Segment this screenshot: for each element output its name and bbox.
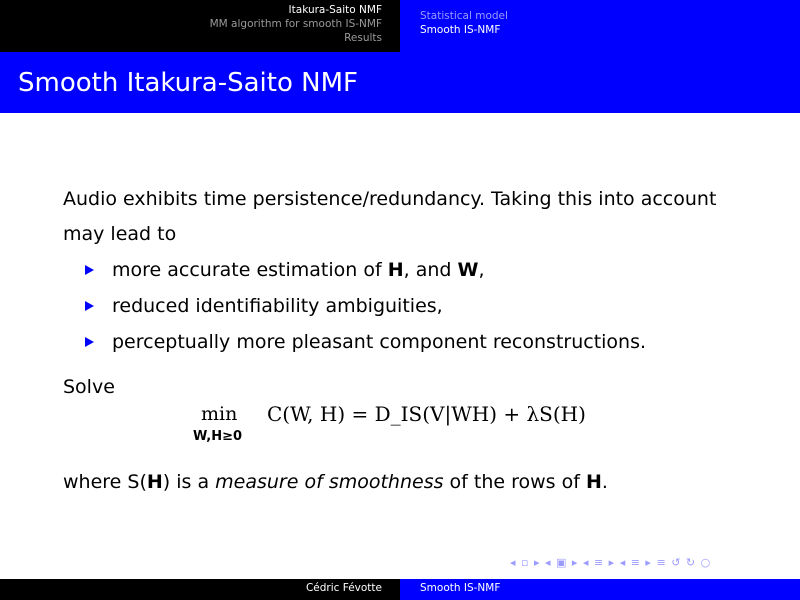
section-nav xyxy=(0,0,400,52)
beamer-navigation xyxy=(510,556,711,569)
nav-section-icon[interactable]: ◂ ≡ ▸ xyxy=(582,556,616,569)
footer-short-title: Smooth IS-NMF xyxy=(420,582,501,594)
slide-title: Smooth Itakura-Saito NMF xyxy=(18,68,358,98)
title-bar xyxy=(0,52,800,113)
list-item: reduced identifiability ambiguities, xyxy=(85,288,763,324)
list-item: perceptually more pleasant component reconstructions. xyxy=(85,324,763,360)
bullet-list xyxy=(63,252,763,360)
nav-section-results[interactable]: Results xyxy=(344,32,382,44)
nav-subsection-smooth-is-nmf[interactable]: Smooth IS-NMF xyxy=(420,24,501,36)
footer xyxy=(0,579,800,600)
where-text: where S(H) is a measure of smoothness of the rows of H. xyxy=(63,471,608,493)
nav-section-itakura-saito[interactable]: Itakura-Saito NMF xyxy=(288,4,382,16)
list-item: more accurate estimation of H, and W, xyxy=(85,252,763,288)
subsection-nav xyxy=(400,0,800,52)
nav-subsection-icon[interactable]: ◂ ▣ ▸ xyxy=(545,556,579,569)
equation-constraint: W,H≥0 xyxy=(193,429,243,444)
bullet-triangle-icon xyxy=(85,265,94,275)
nav-subsection-statistical-model[interactable]: Statistical model xyxy=(420,10,508,22)
slide-body xyxy=(63,182,763,500)
objective-equation xyxy=(193,402,763,465)
bullet-triangle-icon xyxy=(85,337,94,347)
nav-appendix-icon[interactable]: ≡ xyxy=(656,556,667,569)
solve-label: Solve xyxy=(63,376,115,398)
bullet-triangle-icon xyxy=(85,301,94,311)
nav-section-mm-algorithm[interactable]: MM algorithm for smooth IS-NMF xyxy=(209,18,382,30)
nav-document-icon[interactable]: ◂ ≡ ▸ xyxy=(619,556,652,569)
equation-expression: C(W, H) = D_IS(V|WH) + λS(H) xyxy=(267,402,586,426)
footer-author: Cédric Févotte xyxy=(305,582,382,594)
nav-frame-icon[interactable]: ◂ ▫ ▸ xyxy=(510,556,541,569)
equation-min: min xyxy=(201,403,238,425)
header-nav xyxy=(0,0,800,52)
intro-text: Audio exhibits time persistence/redundancy. Taking this into account may lead to xyxy=(63,188,717,245)
nav-search-icon[interactable]: ↺ ↻ ○ xyxy=(671,556,712,569)
